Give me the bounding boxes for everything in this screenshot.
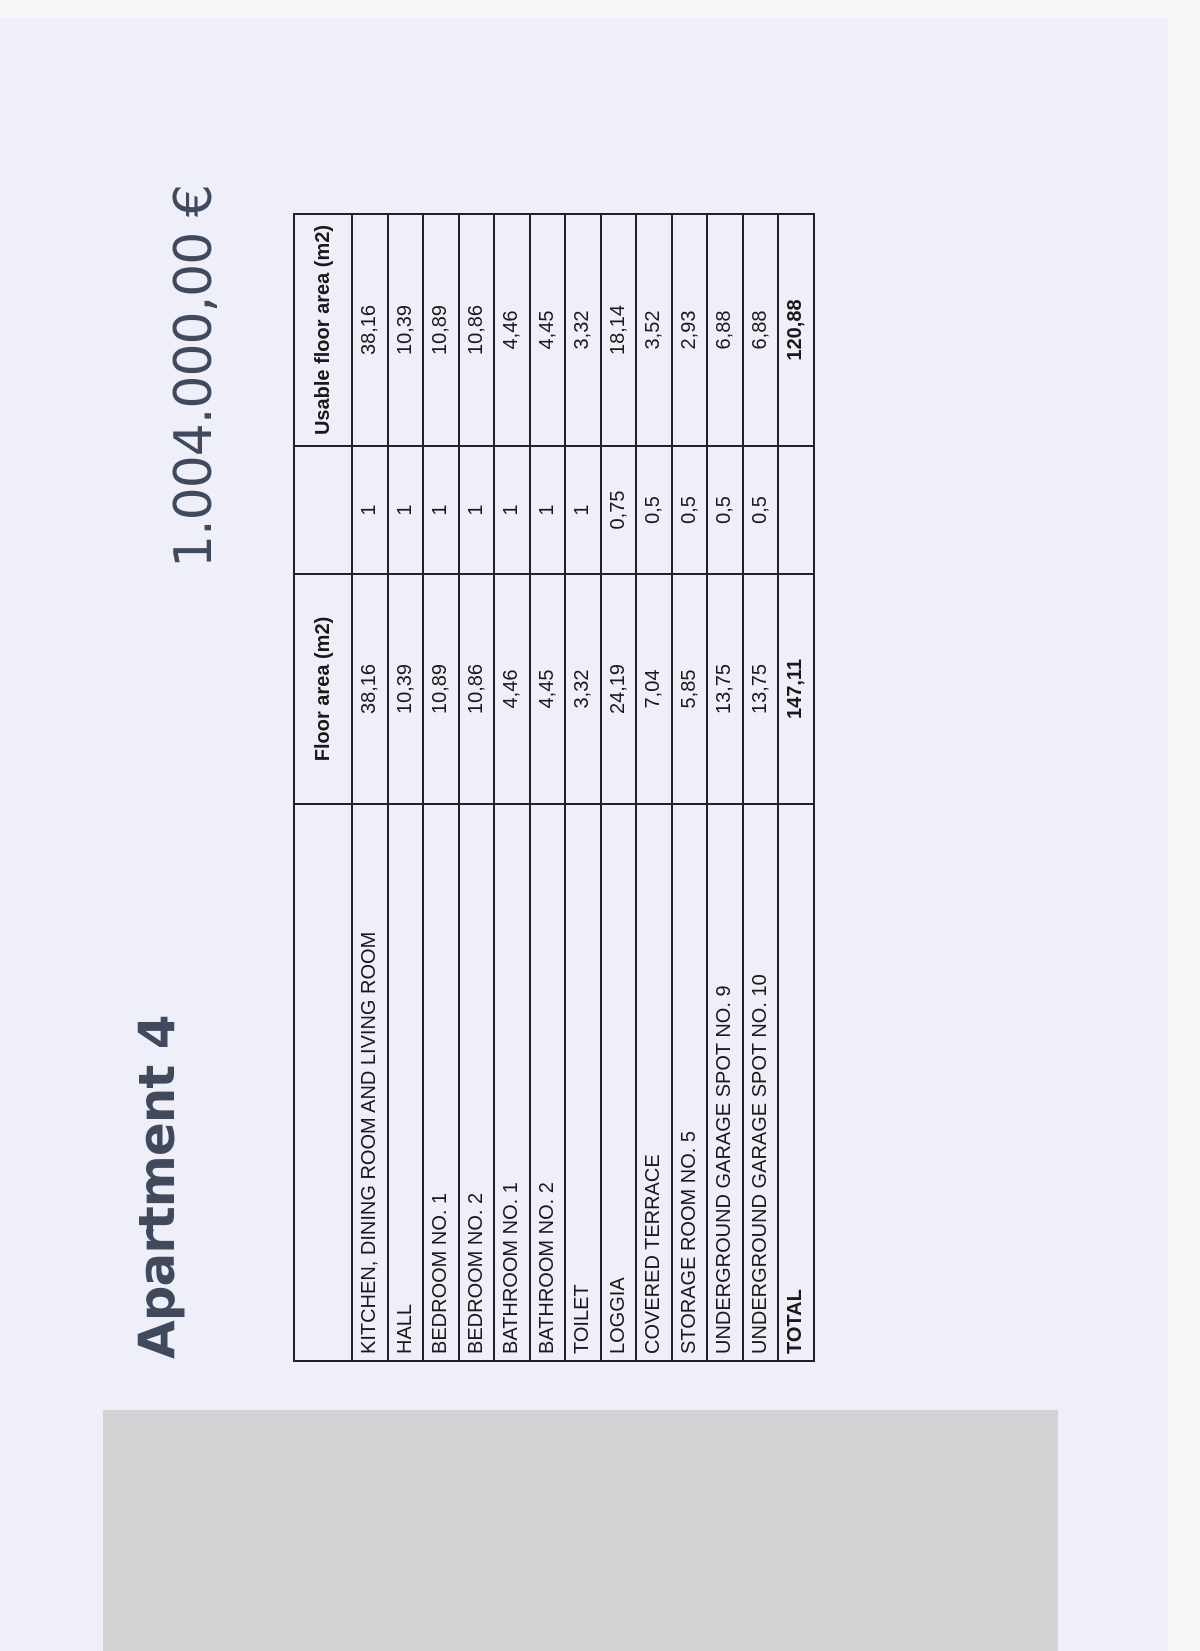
floor-area-cell: 10,89 xyxy=(423,574,459,804)
room-cell: TOTAL xyxy=(778,804,814,1361)
usable-area-cell: 10,89 xyxy=(423,214,459,446)
usable-area-cell: 18,14 xyxy=(601,214,637,446)
usable-area-cell: 2,93 xyxy=(672,214,708,446)
table-header-row xyxy=(294,214,352,1361)
coefficient-cell: 1 xyxy=(494,446,530,574)
table-row xyxy=(423,214,459,1361)
coefficient-cell: 1 xyxy=(352,446,388,574)
apartment-price: 1.004.000,00 € xyxy=(164,185,224,568)
usable-area-cell: 6,88 xyxy=(743,214,779,446)
floor-area-cell: 38,16 xyxy=(352,574,388,804)
floor-area-cell: 10,39 xyxy=(388,574,424,804)
header-floor-area: Floor area (m2) xyxy=(294,574,352,804)
usable-area-cell: 6,88 xyxy=(707,214,743,446)
table-row xyxy=(530,214,566,1361)
usable-area-cell: 10,39 xyxy=(388,214,424,446)
coefficient-cell: 1 xyxy=(459,446,495,574)
table-row xyxy=(459,214,495,1361)
table-row xyxy=(352,214,388,1361)
coefficient-cell xyxy=(778,446,814,574)
room-cell: STORAGE ROOM NO. 5 xyxy=(672,804,708,1361)
apartment-title: Apartment 4 xyxy=(128,1015,186,1359)
table-total-row xyxy=(778,214,814,1361)
floor-area-cell: 3,32 xyxy=(565,574,601,804)
table-row xyxy=(565,214,601,1361)
usable-area-cell: 3,52 xyxy=(636,214,672,446)
room-cell: UNDERGROUND GARAGE SPOT NO. 10 xyxy=(743,804,779,1361)
header-usable-area: Usable floor area (m2) xyxy=(294,214,352,446)
floor-area-cell: 24,19 xyxy=(601,574,637,804)
room-cell: KITCHEN, DINING ROOM AND LIVING ROOM xyxy=(352,804,388,1361)
coefficient-cell: 0,5 xyxy=(672,446,708,574)
table-row xyxy=(707,214,743,1361)
floor-area-cell: 10,86 xyxy=(459,574,495,804)
floor-area-cell: 13,75 xyxy=(743,574,779,804)
usable-area-cell: 38,16 xyxy=(352,214,388,446)
floor-area-cell: 4,46 xyxy=(494,574,530,804)
floor-area-cell: 147,11 xyxy=(778,574,814,804)
room-cell: HALL xyxy=(388,804,424,1361)
table-row xyxy=(743,214,779,1361)
table-row xyxy=(672,214,708,1361)
header-room xyxy=(294,804,352,1361)
room-cell: TOILET xyxy=(565,804,601,1361)
floor-area-cell: 4,45 xyxy=(530,574,566,804)
room-cell: LOGGIA xyxy=(601,804,637,1361)
room-cell: BEDROOM NO. 2 xyxy=(459,804,495,1361)
room-cell: BEDROOM NO. 1 xyxy=(423,804,459,1361)
table-row xyxy=(494,214,530,1361)
coefficient-cell: 0,5 xyxy=(743,446,779,574)
room-cell: COVERED TERRACE xyxy=(636,804,672,1361)
usable-area-cell: 4,45 xyxy=(530,214,566,446)
floor-area-cell: 5,85 xyxy=(672,574,708,804)
room-cell: UNDERGROUND GARAGE SPOT NO. 9 xyxy=(707,804,743,1361)
coefficient-cell: 1 xyxy=(423,446,459,574)
usable-area-cell: 120,88 xyxy=(778,214,814,446)
floor-area-cell: 7,04 xyxy=(636,574,672,804)
header-coefficient xyxy=(294,446,352,574)
coefficient-cell: 0,5 xyxy=(636,446,672,574)
usable-area-cell: 3,32 xyxy=(565,214,601,446)
usable-area-cell: 10,86 xyxy=(459,214,495,446)
coefficient-cell: 0,75 xyxy=(601,446,637,574)
coefficient-cell: 0,5 xyxy=(707,446,743,574)
coefficient-cell: 1 xyxy=(530,446,566,574)
table-row xyxy=(636,214,672,1361)
coefficient-cell: 1 xyxy=(388,446,424,574)
area-table xyxy=(293,213,815,1362)
coefficient-cell: 1 xyxy=(565,446,601,574)
table-row xyxy=(388,214,424,1361)
room-cell: BATHROOM NO. 1 xyxy=(494,804,530,1361)
table-row xyxy=(601,214,637,1361)
floor-area-cell: 13,75 xyxy=(707,574,743,804)
room-cell: BATHROOM NO. 2 xyxy=(530,804,566,1361)
usable-area-cell: 4,46 xyxy=(494,214,530,446)
